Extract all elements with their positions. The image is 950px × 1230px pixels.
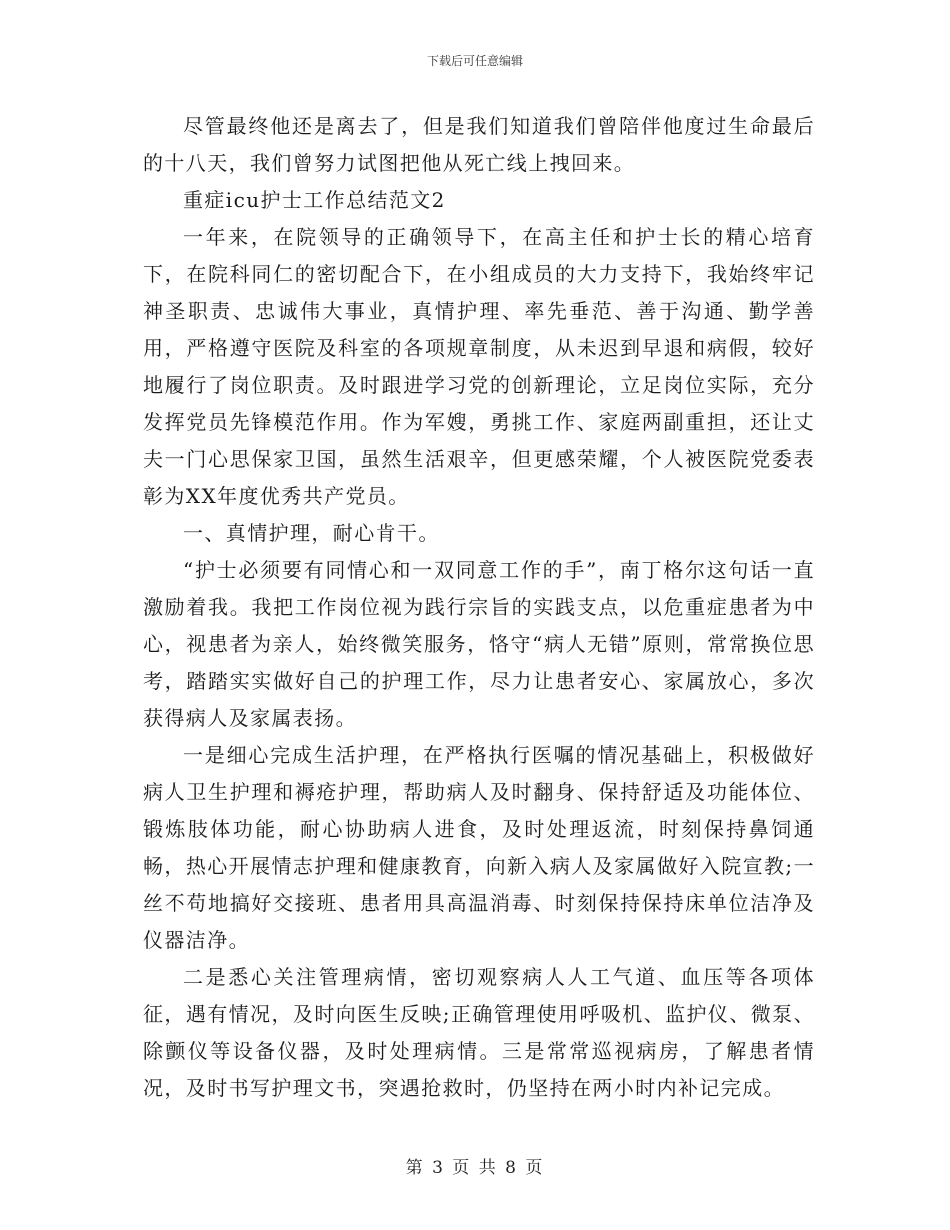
section-heading-one: 一、真情护理，耐心肯干。	[183, 521, 440, 545]
page-number: 第 3 页 共 8 页	[405, 1158, 545, 1178]
section-title: 重症icu护士工作总结范文2	[183, 188, 446, 212]
paragraph-nightingale: “护士必须要有同情心和一双同意工作的手”，南丁格尔这句话一直激励着我。我把工作岗位视为践行宗旨的实践支点，以危重症患者为中心，视患者为亲人，始终微笑服务，恪守“病人无错”原则，常常换位思考，踏踏实实做好自己的护理工作，尽力让患者安心、家属放心，多次获得病人及家属表扬。	[143, 558, 815, 730]
page-header-note: 下载后可任意编辑	[426, 54, 523, 68]
document-body	[143, 108, 815, 1107]
paragraph-condition-management: 二是悉心关注管理病情，密切观察病人人工气道、血压等各项体征，遇有情况，及时向医生反映;正确管理使用呼吸机、监护仪、微泵、除颤仪等设备仪器，及时处理病情。三是常常巡视病房，了解患者情况，及时书写护理文书，突遇抢救时，仍坚持在两小时内补记完成。	[143, 965, 815, 1100]
paragraph-closing-story: 尽管最终他还是离去了，但是我们知道我们曾陪伴他度过生命最后的十八天，我们曾努力试图把他从死亡线上拽回来。	[143, 114, 815, 175]
paragraph-intro: 一年来，在院领导的正确领导下，在高主任和护士长的精心培育下，在院科同仁的密切配合下，在小组成员的大力支持下，我始终牢记神圣职责、忠诚伟大事业，真情护理、率先垂范、善于沟通、勤学善用，严格遵守医院及科室的各项规章制度，从未迟到早退和病假，较好地履行了岗位职责。及时跟进学习党的创新理论，立足岗位实际，充分发挥党员先锋模范作用。作为军嫂，勇挑工作、家庭两副重担，还让丈夫一门心思保家卫国，虽然生活艰辛，但更感荣耀，个人被医院党委表彰为XX年度优秀共产党员。	[143, 225, 815, 508]
paragraph-life-care: 一是细心完成生活护理，在严格执行医嘱的情况基础上，积极做好病人卫生护理和褥疮护理，帮助病人及时翻身、保持舒适及功能体位、锻炼肢体功能，耐心协助病人进食，及时处理返流，时刻保持鼻饲通畅，热心开展情志护理和健康教育，向新入病人及家属做好入院宣教;一丝不苟地搞好交接班、患者用具高温消毒、时刻保持保持床单位洁净及仪器洁净。	[143, 743, 815, 952]
